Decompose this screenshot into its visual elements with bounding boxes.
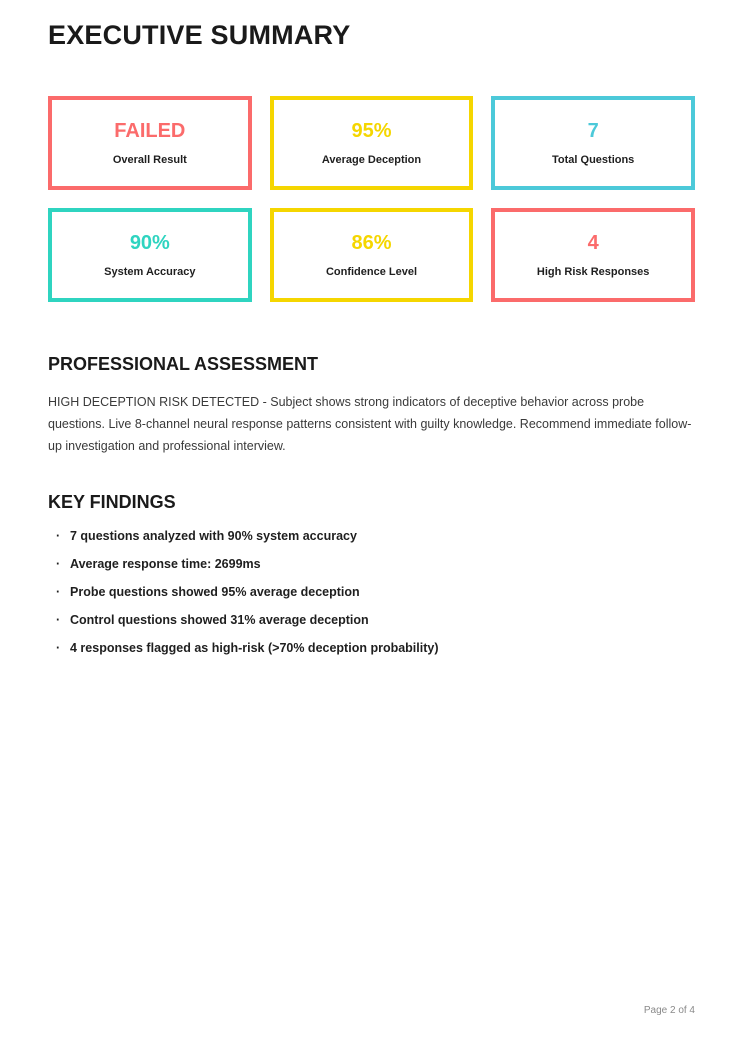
stat-label: Total Questions bbox=[552, 154, 635, 166]
stat-card-total-questions bbox=[491, 96, 695, 190]
stat-label: Average Deception bbox=[321, 154, 422, 166]
bullet-marker: · bbox=[56, 640, 61, 655]
list-item bbox=[48, 641, 695, 655]
bullet-marker: · bbox=[56, 584, 61, 599]
findings-heading: KEY FINDINGS bbox=[48, 491, 176, 512]
bullet-marker: · bbox=[56, 612, 61, 627]
stat-card-system-accuracy bbox=[48, 208, 252, 302]
stat-label: High Risk Responses bbox=[536, 266, 650, 278]
assessment-heading: PROFESSIONAL ASSESSMENT bbox=[48, 354, 319, 374]
stat-value: 4 bbox=[587, 232, 599, 254]
stat-card-average-deception bbox=[270, 96, 474, 190]
stat-card-overall-result bbox=[48, 96, 252, 190]
page-number-footer: Page 2 of 4 bbox=[643, 1005, 695, 1016]
stat-value: 86% bbox=[351, 232, 392, 254]
list-item bbox=[48, 529, 695, 543]
list-item bbox=[48, 557, 695, 571]
list-item bbox=[48, 585, 695, 599]
page-title: EXECUTIVE SUMMARY bbox=[48, 20, 351, 50]
list-item-text: 4 responses flagged as high-risk (>70% deception probability) bbox=[70, 640, 439, 655]
stats-grid bbox=[48, 96, 695, 302]
stat-value: 90% bbox=[129, 232, 170, 254]
stat-value: 7 bbox=[587, 120, 599, 142]
list-item-text: 7 questions analyzed with 90% system accuracy bbox=[70, 528, 357, 543]
stat-card-high-risk-responses bbox=[491, 208, 695, 302]
stat-label: Overall Result bbox=[112, 154, 187, 166]
stat-value: FAILED bbox=[114, 120, 186, 142]
list-item bbox=[48, 613, 695, 627]
stat-label: System Accuracy bbox=[104, 266, 196, 278]
bullet-marker: · bbox=[56, 528, 61, 543]
bullet-marker: · bbox=[56, 556, 61, 571]
stat-label: Confidence Level bbox=[325, 266, 418, 278]
list-item-text: Probe questions showed 95% average deception bbox=[70, 584, 360, 599]
assessment-body: HIGH DECEPTION RISK DETECTED - Subject shows strong indicators of deceptive behavior across probe questions. Live 8-channel neural response patterns consistent with guilty knowledge. Recommend immediate follow-up investigation and professional interview. bbox=[48, 395, 692, 453]
key-findings-section bbox=[48, 492, 695, 655]
findings-list bbox=[48, 529, 695, 655]
stat-card-confidence-level bbox=[270, 208, 474, 302]
list-item-text: Control questions showed 31% average deception bbox=[70, 612, 369, 627]
professional-assessment-section bbox=[48, 354, 695, 458]
stat-value: 95% bbox=[351, 120, 392, 142]
list-item-text: Average response time: 2699ms bbox=[70, 556, 261, 571]
